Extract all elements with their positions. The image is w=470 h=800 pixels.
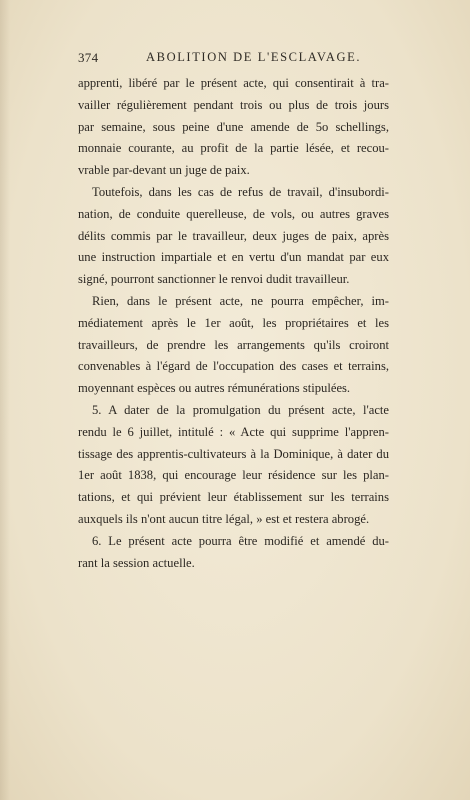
text-line: par semaine, sous peine d'une amende de 5o schellings, (78, 119, 389, 134)
page-number: 374 (78, 50, 99, 65)
text-line: médiatement après le 1er août, les propriétaires et les (78, 315, 389, 330)
text-line: rant la session actuelle. (78, 555, 195, 570)
text-line: Toutefois, dans les cas de refus de travail, d'insubordi- (92, 184, 389, 199)
running-title: ABOLITION DE L'ESCLAVAGE. (146, 50, 362, 64)
text-line: apprenti, libéré par le présent acte, qui consentirait à tra- (78, 76, 389, 90)
text-line: 6. Le présent acte pourra être modifié et amendé du- (92, 533, 389, 548)
text-line: travailleurs, de prendre les arrangements qu'ils croiront (78, 337, 389, 352)
text-line: nation, de conduite querelleuse, de vols, ou autres graves (78, 206, 389, 221)
text-line: vrable par-devant un juge de paix. (78, 163, 250, 178)
text-line: 1er août 1838, qui encourage leur résidence sur les plan- (78, 468, 389, 483)
text-line: auxquels ils n'ont aucun titre légal, » est et restera abrogé. (78, 511, 370, 526)
text-line: délits commis par le travailleur, deux juges de paix, après (78, 228, 389, 243)
text-line: une instruction impartiale et en vertu d'un mandat par eux (78, 250, 389, 265)
text-line: Rien, dans le présent acte, ne pourra empêcher, im- (92, 293, 389, 308)
text-line: rendu le 6 juillet, intitulé : « Acte qui supprime l'appren- (78, 424, 389, 439)
text-line: convenables à l'égard de l'occupation des cases et terrains, (78, 359, 389, 374)
text-line: tations, et qui prévient leur établissement sur les terrains (78, 490, 389, 505)
text-line: moyennant espèces ou autres rémunérations stipulées. (78, 381, 351, 396)
running-head (78, 50, 389, 68)
text-line: vailler régulièrement pendant trois ou plus de trois jours (78, 97, 389, 112)
text-line: 5. A dater de la promulgation du présent acte, l'acte (92, 402, 389, 417)
body-text (78, 73, 389, 574)
text-line: signé, pourront sanctionner le renvoi dudit travailleur. (78, 272, 350, 287)
text-line: tissage des apprentis-cultivateurs à la Dominique, à dater du (78, 446, 389, 461)
text-line: monnaie courante, au profit de la partie lésée, et recou- (78, 141, 389, 156)
